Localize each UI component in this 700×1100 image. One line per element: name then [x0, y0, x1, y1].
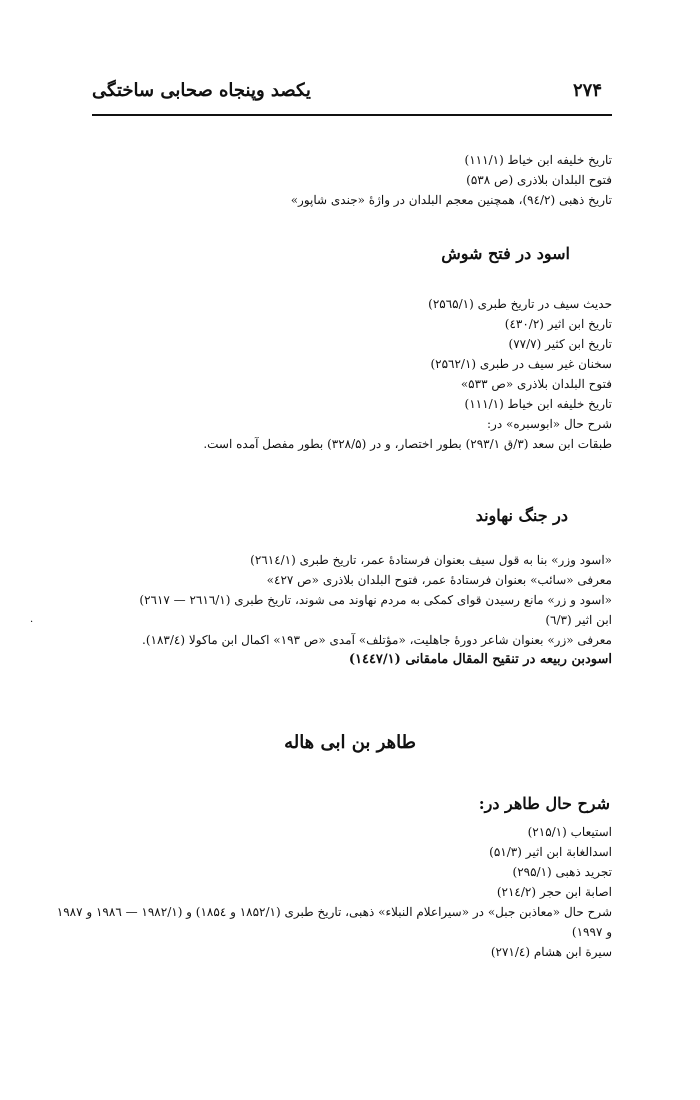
- references-list-fath-shush: [50, 294, 612, 454]
- section-heading-fath-shush: اسود در فتح شوش: [441, 244, 570, 263]
- reference-line: فتوح البلدان بلاذری (ص ۵۳۸): [466, 173, 612, 187]
- reference-line: شرح حال «معاذبن جبل» در «سیراعلام النبلاء» ذهبی، تاریخ طبری (۱۸۵۲/۱ و ۱۸۵٤) و (۱۹۸۲/۱ — ۱۹۸٦ و ۱۹۸۷ و ۱۹۹۷): [56, 905, 612, 939]
- chapter-title: طاهر بن ابی هاله: [284, 732, 416, 753]
- references-list-biography: [50, 822, 612, 962]
- reference-line: اسدالغابة ابن اثیر (۵۱/۳): [489, 845, 612, 859]
- reference-line: شرح حال «ابوسبره» در:: [487, 417, 612, 431]
- section-heading-biography: شرح حال طاهر در:: [478, 794, 610, 813]
- reference-line: «اسود و زر» مانع رسیدن قوای کمکی به مردم نهاوند می شوند، تاریخ طبری (۲٦۱٦/۱ — ۲٦۱۷): [139, 593, 612, 607]
- reference-line: فتوح البلدان بلاذری «ص ۵۳۳»: [460, 377, 612, 391]
- reference-line: ابن اثیر (٦/۳): [545, 613, 612, 627]
- header-rule: [92, 114, 612, 116]
- section-heading-nahavand: در جنگ نهاوند: [475, 506, 568, 525]
- reference-line: معرفی «سائب» بعنوان فرستادۀ عمر، فتوح البلدان بلاذری «ص ٤۲۷»: [266, 573, 612, 587]
- running-title: یکصد وپنجاه صحابی ساختگی: [92, 80, 311, 101]
- page-header: [92, 80, 612, 116]
- reference-line: تاریخ خلیفه ابن خیاط (۱۱۱/۱): [464, 153, 612, 167]
- reference-line: سخنان غیر سیف در طبری (۲۵٦۲/۱): [430, 357, 612, 371]
- reference-line: تاریخ خلیفه ابن خیاط (۱۱۱/۱): [464, 397, 612, 411]
- reference-line: تاریخ ذهبی (۹٤/۲)، همچنین معجم البلدان در واژۀ «جندی شاپور»: [290, 193, 612, 207]
- references-list-nahavand: [50, 550, 612, 670]
- page-number: ۲۷۴: [572, 80, 602, 101]
- reference-line: «اسود وزر» بنا به قول سیف بعنوان فرستادۀ عمر، تاریخ طبری (۲٦۱٤/۱): [250, 553, 612, 567]
- reference-line: معرفی «زر» بعنوان شاعر دورۀ جاهلیت، «مؤتلف» آمدی «ص ۱۹۳» اکمال ابن ماکولا (۱۸۳/٤).: [142, 633, 612, 647]
- reference-line: اسودبن ربیعه در تنقیح المقال مامقانی (۱٤٤۷/۱): [348, 652, 612, 667]
- reference-line: تاریخ ابن کثیر (۷۷/۷): [508, 337, 612, 351]
- references-list-intro: [50, 150, 612, 210]
- reference-line: تاریخ ابن اثیر (٤۳۰/۲): [504, 317, 612, 331]
- reference-line: سیرة ابن هشام (۲۷۱/٤): [490, 945, 612, 959]
- reference-line: اصابة ابن حجر (۲۱٤/۲): [496, 885, 612, 899]
- reference-line: طبقات ابن سعد (۳/ق ۲۹۳/۱) بطور اختصار، و در (۳۲۸/۵) بطور مفصل آمده است.: [203, 437, 612, 451]
- reference-line: حدیث سیف در تاریخ طبری (۲۵٦۵/۱): [428, 297, 612, 311]
- reference-line: تجرید ذهبی (۲۹۵/۱): [512, 865, 612, 879]
- reference-line: استیعاب (۲۱۵/۱): [527, 825, 612, 839]
- stray-mark: ·: [30, 617, 34, 628]
